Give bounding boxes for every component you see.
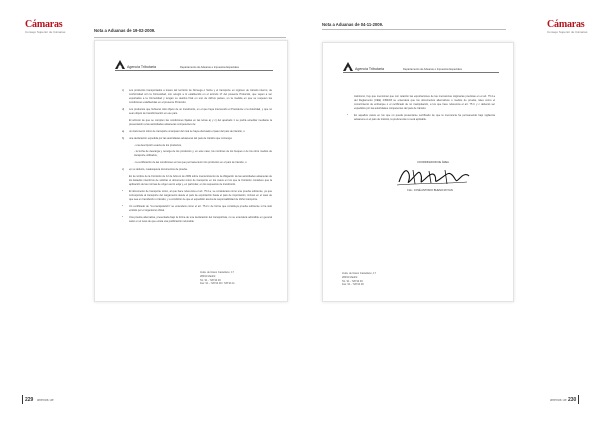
right-page-header: Nota a Aduanas de 04-11-2009.	[322, 22, 384, 27]
paragraph-text: - una descripción exacta de los productos,	[134, 143, 182, 147]
address-line: Tel. 91 - 728 94 00	[200, 278, 221, 282]
address-line: 28034 Madrid	[200, 274, 216, 278]
address-line: 28034 Madrid	[342, 275, 358, 279]
left-page-header: Nota a Aduanas de 19-02-2009.	[94, 28, 156, 33]
brand-tagline: Consejo Superior de Cámaras	[25, 30, 66, 34]
brand-tagline: Consejo Superior de Cámaras	[547, 30, 588, 34]
signatory-name: Fdo.: JOSÉ ANTONIO BUENO ROYAN	[407, 189, 453, 192]
letterhead-rule	[115, 70, 273, 71]
camaras-logo	[25, 19, 65, 34]
letter-address	[342, 272, 376, 287]
paragraph-marker: *	[122, 215, 123, 219]
paragraph-text: Un certificado de "no-manipulación" se entenderá como el art. 75.2.c de forma que constituya prueba suficiente si ha sido emitido por el organismo oficial.	[129, 204, 272, 212]
paragraph-marker: *	[347, 114, 348, 118]
letter-paragraph	[122, 205, 272, 213]
address-line: Avda. del Llano Castellano, 17	[200, 271, 234, 274]
paragraph-text: en su defecto, cualesquiera documentos de prueba.	[129, 167, 188, 171]
letter-paragraph	[122, 89, 272, 106]
right-page-number: 230	[568, 397, 577, 403]
paragraph-text: Una prueba alternativa, presentada bajo la forma de una declaración del transportista, no se entenderá admisible en general salvo en el caso de que exista una justificación razonable.	[129, 215, 272, 223]
footer-bar	[578, 395, 579, 404]
letterhead-rule	[343, 72, 499, 73]
paragraph-text: una declaración expedida por las autoridades aduaneras del país de tránsito que contenga:	[129, 136, 233, 140]
letter-paragraph	[122, 175, 272, 187]
letter-paragraph	[122, 108, 272, 116]
letterhead-organization: Agencia Tributaria	[355, 67, 384, 71]
paragraph-text: El documento de transporte único, al que hace referencia el art. 75.2.a, se considerará como una prueba suficiente, ya que corresponde al transporte del cargamento desde el país de exportación hasta el país de importación, incluso en el caso de que sea en transbordo o tránsito, y a condición de que el expedidor asuma la responsabilidad de dicho transporte.	[129, 189, 272, 202]
paragraph-marker: c)	[122, 89, 125, 92]
letter-paragraph	[122, 216, 272, 224]
paragraph-text: un documento único de transporte al amparo del cual se haya efectuado el paso del país de tránsito, o	[129, 130, 245, 134]
letterhead	[343, 62, 384, 71]
letter-paragraph	[347, 95, 495, 112]
letter-body	[347, 95, 495, 125]
address-line: Fax: 91 - 728 94 09 / 728 94 11	[200, 282, 235, 286]
agencia-tributaria-icon	[343, 62, 353, 71]
letter-paragraph	[122, 130, 272, 134]
letterhead-department: Departamento de Aduanas e Impuestos Especiales	[403, 68, 462, 71]
address-line: Fax: 91 - 728 94 09	[342, 283, 364, 287]
paragraph-text: Los productos que hubieran sido objeto de un transbordo, en el que haya intervenido el Presidente o la Autoridad, y que no sean objeto de transformación en ese país.	[129, 108, 272, 116]
agencia-tributaria-icon	[115, 60, 125, 69]
paragraph-marker: *	[122, 204, 123, 208]
letter-paragraph	[122, 190, 272, 202]
paragraph-text: En la cumbre de la Comisión de 12 de febrero de 2009 sobre mantenimiento de la obligación de las autoridades aduaneras de los Estados miembros de solicitar el documento único de transporte en los casos en los que la Comisión considere que la aplicación de las normas de origen así lo exija y, en particular, en los supuestos de transbordo.	[129, 174, 272, 186]
left-footer-label: anexos ue	[37, 398, 54, 402]
letter-address	[200, 271, 235, 286]
header-divider	[322, 29, 506, 30]
letter-paragraph	[122, 168, 272, 172]
right-footer-label: anexos ue	[550, 398, 567, 402]
address-line: Avda. del Llano Castellano, 17	[342, 272, 376, 275]
signature-title: COORDINADOR DE ÁREA	[417, 161, 449, 164]
left-scanned-letter	[94, 40, 288, 302]
paragraph-marker: d)	[122, 108, 125, 112]
letter-body	[122, 89, 272, 227]
address-line: Tel. 91 - 728 94 00	[342, 279, 363, 283]
letterhead	[115, 60, 156, 69]
paragraph-marker: a)	[122, 130, 125, 134]
paragraph-text: Los productos transportados a través del territorio de Noruega o Suiza y el transporte en régimen de tránsito interno, de conformidad con la Comunidad, con arreglo a lo establecido en el artículo 17 del presente Protocolo, que vayan a ser exportados a la Comunidad y tengan su destino final en uno de dichos países, en la medida en que se respeten las condiciones establecidas en el presente Protocolo.	[129, 89, 272, 105]
letter-paragraph	[122, 119, 272, 127]
left-page-number: 229	[25, 397, 34, 403]
letter-paragraph	[122, 144, 272, 148]
paragraph-text: El artículo de que se cumplen las condiciones fijadas en las letras a) y c) del apartado 1 se podrá acreditar mediante la presentación a las autoridades aduaneras competentes de:	[129, 119, 272, 127]
letter-paragraph	[122, 137, 272, 141]
camaras-logo	[547, 19, 587, 34]
letterhead-organization: Agencia Tributaria	[127, 65, 156, 69]
paragraph-text: En aquellos casos en los que no pueda presentarse certificado de que la mercancía ha permanecido bajo vigilancia aduanera en el país de tránsito, la preferencia no será aplicable.	[354, 114, 495, 122]
brand-name: Cámaras	[25, 19, 63, 30]
letter-paragraph	[122, 161, 272, 165]
paragraph-text: Asimismo, hay que mencionar que con relación las exportaciones de las mercancías originarias previstas en el art. 75.2.a del Reglamento (CEE) 2454/93 se entenderá que los documentos alternativos o medios de prueba, tales como el conocimiento de embarque o el certificado de no manipulación, a los que hace referencia el art. 75 b y c deberán ser expedidos por las autoridades competentes del país de tránsito.	[354, 95, 495, 111]
paragraph-text: - la fecha de descarga y recarga de los productos y, en este caso, los nombres de los buques o de los otros medios de transporte utilizados,	[134, 150, 272, 158]
brand-name: Cámaras	[547, 19, 585, 30]
letter-paragraph	[347, 114, 495, 122]
paragraph-marker: b)	[122, 136, 125, 140]
letter-paragraph	[122, 150, 272, 158]
handwritten-signature	[393, 166, 473, 188]
paragraph-marker: c)	[122, 167, 125, 171]
paragraph-text: - la certificación de las condiciones en las que permanecieron los productos en el país de tránsito, o	[134, 161, 247, 165]
letterhead-department: Departamento de Aduanas e Impuestos Especiales	[180, 66, 239, 69]
header-divider	[94, 37, 286, 38]
footer-bar	[22, 395, 23, 404]
paragraph-marker: *	[122, 189, 123, 193]
right-scanned-letter	[322, 42, 514, 302]
